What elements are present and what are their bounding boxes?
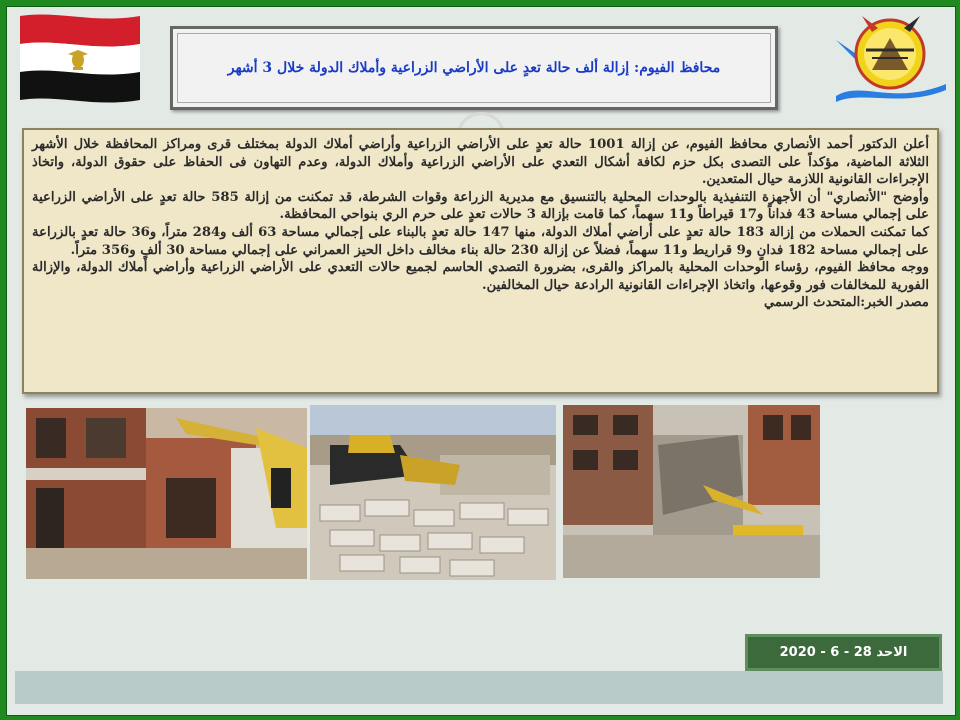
fayoum-governorate-logo-icon — [832, 10, 950, 106]
demolition-photo-3 — [563, 405, 820, 578]
article-paragraph-3: كما تمكنت الحملات من إزالة 183 حالة تعدٍ على أراضي أملاك الدولة، منها 147 حالة تعدٍ بالبناء على إجمالي مساحة 63 ألف و284 متراً، و36 حالة تعدٍ بالزراعة على إجمالي مساحة 182 فدانٍ و9 قراريط و11 سهماً، فضلاً عن إزالة 230 حالة بناء مخالف داخل الحيز العمراني على إجمالي مساحة 30 ألفٍ و356 متراً. — [32, 224, 929, 258]
article-panel — [22, 128, 939, 394]
publish-date: الاحد 28 - 6 - 2020 — [779, 645, 908, 660]
headline-title: محافظ الفيوم: إزالة ألف حالة تعدٍ على الأراضي الزراعية وأملاك الدولة خلال 3 أشهر — [227, 60, 721, 76]
article-body — [32, 136, 929, 312]
headline-inner-frame — [177, 33, 771, 103]
date-box — [745, 634, 942, 671]
demolition-photo-1 — [26, 408, 307, 579]
demolition-photo-2 — [310, 405, 556, 580]
bottom-band — [15, 671, 943, 704]
headline-box — [170, 26, 778, 110]
article-paragraph-4: ووجه محافظ الفيوم، رؤساء الوحدات المحلية بالمراكز والقرى، بضرورة التصدي الحاسم لجميع حالات التعدي على الأراضي الزراعية وأراضي أملاك الدولة، والإزالة الفورية للمخالفات فور وقوعها، واتخاذ الإجراءات القانونية الرادعة حيال المخالفين. — [32, 260, 929, 293]
egypt-flag-icon — [16, 10, 144, 105]
article-source: مصدر الخبر:المتحدث الرسمي — [763, 295, 929, 311]
article-paragraph-1: أعلن الدكتور أحمد الأنصاري محافظ الفيوم، عن إزالة 1001 حالة تعدٍ على الأراضي الزراعية وأراضي أملاك الدولة بمختلف قرى ومراكز المحافظة خلال الأشهر الثلاثة الماضية، مؤكداً على التصدى بكل حزم لكافة أشكال التعدي على الأراضي الزراعية وأملاك الدولة، وعدم التهاون فى الحفاظ على حقوق الدولة، واتخاذ الإجراءات القانونية اللازمة حيال المتعدين. — [32, 137, 930, 188]
article-paragraph-2: وأوضح "الأنصاري" أن الأجهزة التنفيذية بالوحدات المحلية بالتنسيق مع مديرية الزراعة وقوات الشرطة، قد تمكنت من إزالة 585 حالة تعدٍ على الأراضي الزراعية على إجمالي مساحة 43 فداناً و17 قيراطاً و11 سهماً، كما قامت بإزالة 3 حالات تعدٍ على حرم الري بنواحي المحافظة. — [32, 189, 929, 223]
